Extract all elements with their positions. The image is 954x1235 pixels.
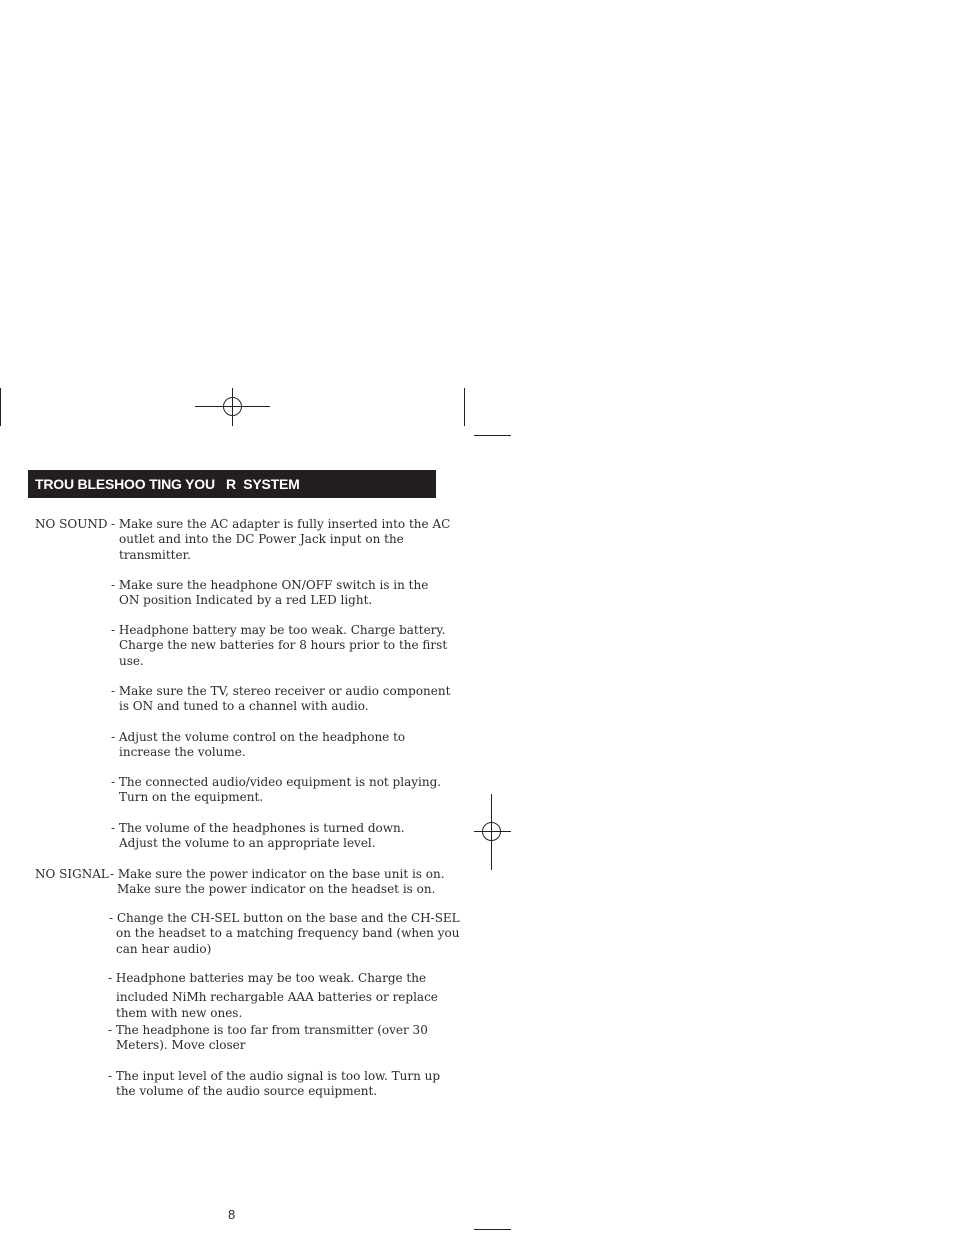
list-item: - Make sure the AC adapter is fully inserted into the AC outlet and into the DC Power Jack input on the transmitter. — [111, 517, 451, 562]
section-header — [28, 470, 436, 498]
list-item: - Change the CH-SEL button on the base and the CH-SEL on the headset to a matching frequency band (when you can hear audio) — [109, 911, 460, 956]
list-item: - The connected audio/video equipment is not playing. Turn on the equipment. — [111, 775, 442, 805]
list-item: - Headphone battery may be too weak. Charge battery. Charge the new batteries for 8 hours prior to the first use. — [111, 623, 448, 668]
list-item: - The volume of the headphones is turned down. Adjust the volume to an appropriate level. — [111, 821, 405, 851]
group-label-no-signal: NO SIGNAL — [35, 867, 109, 881]
crop-mark-center-top — [464, 388, 465, 426]
list-item: - The input level of the audio signal is too low. Turn up the volume of the audio source equipment. — [108, 1069, 441, 1099]
crop-mark-right-bottom — [474, 1229, 511, 1230]
list-item: - Make sure the TV, stereo receiver or audio component is ON and tuned to a channel with audio. — [111, 684, 451, 714]
list-item: - Adjust the volume control on the headphone to increase the volume. — [111, 730, 406, 760]
section-title: TROU BLESHOO TING YOU R SYSTEM — [35, 476, 300, 492]
list-item: - Headphone batteries may be too weak. Charge the included NiMh rechargable AAA batteries or replace them with new ones. — [108, 971, 438, 1020]
crop-mark-right-top — [474, 435, 511, 436]
list-item: - Make sure the power indicator on the base unit is on. Make sure the power indicator on the headset is on. — [110, 867, 445, 897]
list-item: - The headphone is too far from transmitter (over 30 Meters). Move closer — [108, 1023, 428, 1053]
crop-mark-left — [0, 388, 1, 426]
page-number: 8 — [228, 1207, 236, 1222]
group-label-no-sound: NO SOUND — [35, 517, 108, 531]
list-item: - Make sure the headphone ON/OFF switch is in the ON position Indicated by a red LED light. — [111, 578, 429, 608]
